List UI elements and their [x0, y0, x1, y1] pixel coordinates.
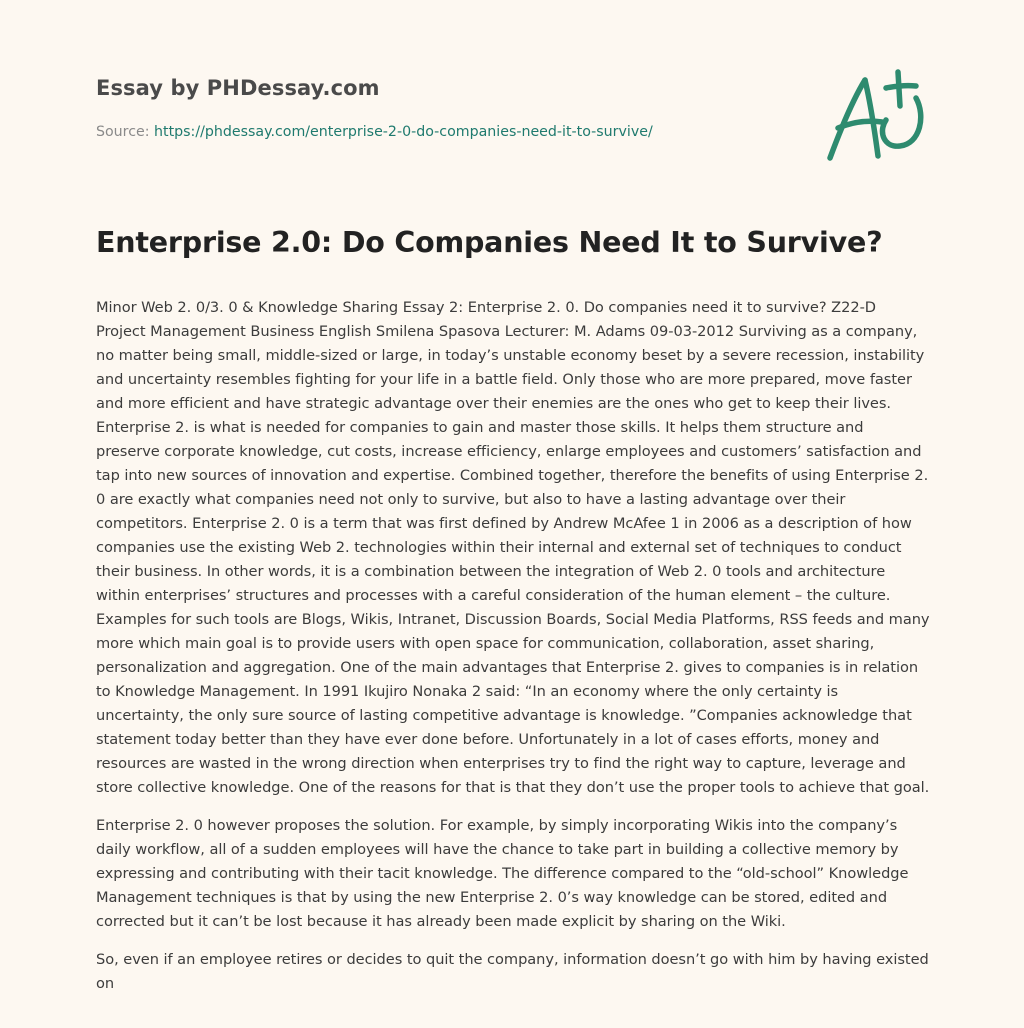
site-title: Essay by PHDessay.com: [96, 76, 380, 100]
essay-paragraph: Minor Web 2. 0/3. 0 & Knowledge Sharing Essay 2: Enterprise 2. 0. Do companies need it to survive? Z22-D Project Management Business English Smilena Spasova Lecturer: M. Adams 09-03-2012 Surviving as a company, no matter being small, middle-sized or large, in today’s unstable economy beset by a severe recession, instability and uncertainty resembles fighting for your life in a battle field. Only those who are more prepared, move faster and more efficient and have strategic advantage over their enemies are the ones who get to keep their lives. Enterprise 2. is what is needed for companies to gain and master those skills. It helps them structure and preserve corporate knowledge, cut costs, increase efficiency, enlarge employees and customers’ satisfaction and tap into new sources of innovation and expertise. Combined together, therefore the benefits of using Enterprise 2. 0 are exactly what companies need not only to survive, but also to have a lasting advantage over their competitors. Enterprise 2. 0 is a term that was first defined by Andrew McAfee 1 in 2006 as a description of how companies use the existing Web 2. technologies within their internal and external set of techniques to conduct their business. In other words, it is a combination between the integration of Web 2. 0 tools and architecture within enterprises’ structures and processes with a careful consideration of the human element – the culture. Examples for such tools are Blogs, Wikis, Intranet, Discussion Boards, Social Media Platforms, RSS feeds and many more which main goal is to provide users with open space for communication, collaboration, asset sharing, personalization and aggregation. One of the main advantages that Enterprise 2. gives to companies is in relation to Knowledge Management. In 1991 Ikujiro Nonaka 2 said: “In an economy where the only certainty is uncertainty, the only sure source of lasting competitive advantage is knowledge. ”Companies acknowledge that statement today better than they have ever done before. Unfortunately in a lot of cases efforts, money and resources are wasted in the wrong direction when enterprises try to find the right way to capture, leverage and store collective knowledge. One of the reasons for that is that they don’t use the proper tools to achieve that goal.: [96, 299, 930, 796]
essay-paragraph: So, even if an employee retires or decides to quit the company, information doesn’t go with him by having existed on: [96, 951, 929, 992]
essay-paragraph: Enterprise 2. 0 however proposes the solution. For example, by simply incorporating Wikis into the company’s daily workflow, all of a sudden employees will have the chance to take part in building a collective memory by expressing and contributing with their tacit knowledge. The difference compared to the “old-school” Knowledge Management techniques is that by using the new Enterprise 2. 0’s way knowledge can be stored, edited and corrected but it can’t be lost because it has already been made explicit by sharing on the Wiki.: [96, 817, 909, 930]
source-label: Source:: [96, 124, 155, 140]
essay-title: Enterprise 2.0: Do Companies Need It to Survive?: [96, 226, 883, 259]
source-link[interactable]: https://phdessay.com/enterprise-2-0-do-companies-need-it-to-survive/: [154, 124, 653, 140]
source-line: [96, 124, 653, 140]
a-plus-logo: [820, 66, 930, 166]
essay-body: [96, 296, 930, 1010]
